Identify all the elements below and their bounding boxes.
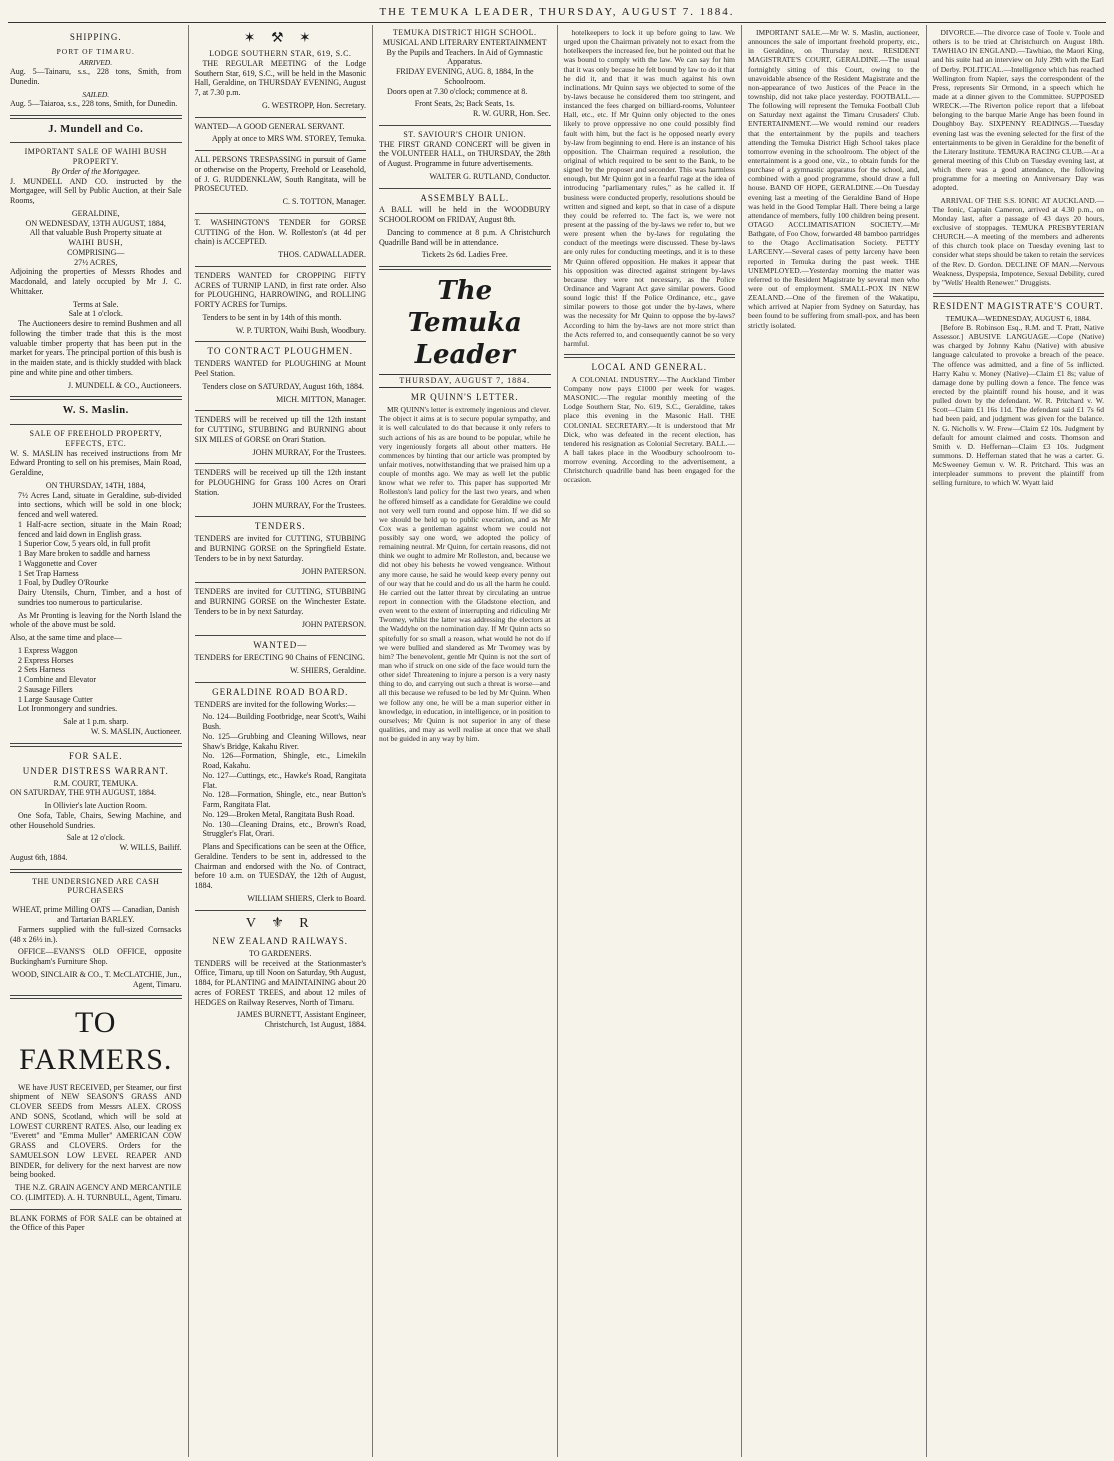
- railways-heading: NEW ZEALAND RAILWAYS.: [212, 935, 349, 946]
- distress-date: ON SATURDAY, THE 9TH AUGUST, 1884.: [10, 788, 156, 798]
- article-title: MR QUINN'S LETTER.: [410, 392, 519, 403]
- plough-note: Tenders close on SATURDAY, August 16th, 1884.: [202, 381, 364, 391]
- court-sub: TEMUKA—WEDNESDAY, AUGUST 6, 1884.: [945, 313, 1091, 323]
- divider: [195, 117, 367, 118]
- springfield-sign: JOHN PATERSON.: [301, 566, 366, 576]
- waihi-by-order: By Order of the Mortgagee.: [51, 166, 141, 176]
- divider: [195, 582, 367, 583]
- winchester-sign: JOHN PATERSON.: [301, 619, 366, 629]
- list-item: No. 128—Formation, Shingle, etc., near Button's Farm, Rangitata Flat.: [202, 790, 366, 810]
- divider: [195, 635, 367, 636]
- masthead-date: THURSDAY, AUGUST 7, 1884.: [379, 374, 551, 388]
- columns: [4, 25, 1110, 1457]
- fencing-sign: W. SHIERS, Geraldine.: [290, 665, 366, 675]
- list-item: 2 Sausage Fillers: [18, 684, 73, 694]
- list-item: 1 Half-acre section, situate in the Main Road; fenced and laid down in English grass.: [18, 519, 182, 539]
- school-body: MUSICAL AND LITERARY ENTERTAINMENT By the Pupils and Teachers. In Aid of Gymnastic Apparatus.: [382, 37, 547, 67]
- divider: [195, 213, 367, 214]
- cropping-sign: W. P. TURTON, Waihi Bush, Woodbury.: [235, 325, 366, 335]
- list-item: 2 Express Horses: [18, 655, 74, 665]
- masthead: The Temuka Leader: [407, 276, 522, 370]
- page-header: THE TEMUKA LEADER, THURSDAY, AUGUST 7. 1884.: [379, 6, 735, 18]
- divider: [195, 150, 367, 151]
- maslin-time: Sale at 1 p.m. sharp.: [63, 717, 129, 727]
- distress-court: R.M. COURT, TEMUKA.: [53, 778, 139, 788]
- servant-title: WANTED—A GOOD GENERAL SERVANT.: [194, 121, 345, 131]
- divider: [195, 410, 367, 411]
- waihi-sign: J. MUNDELL & CO., Auctioneers.: [68, 380, 182, 390]
- divider: [379, 125, 551, 126]
- board-note: Plans and Specifications can be seen at the Office, Geraldine. Tenders to be sent in, addressed to the Chairman and endorsed with the No. of Contract, before 10 a.m. on TUESDAY, the 12th of August, 1884.: [194, 842, 366, 891]
- board-body: TENDERS are invited for the following Works:—: [194, 699, 356, 709]
- divider: [10, 743, 182, 747]
- school-sign: R. W. GURR, Hon. Sec.: [472, 109, 551, 118]
- divider: [10, 424, 182, 425]
- choir-body: THE FIRST GRAND CONCERT will be given in the VOLUNTEER HALL, on THURSDAY, the 28th of August. Programme in future advertisements.: [379, 139, 551, 168]
- cropping-note: Tenders to be sent in by 14th of this month.: [202, 312, 342, 322]
- list-item: 1 Express Waggon: [18, 645, 78, 655]
- divider: [195, 266, 367, 267]
- ball-body: A BALL will be held in the WOODBURY SCHOOLROOM on FRIDAY, August 8th.: [379, 205, 551, 225]
- shipping-heading: SHIPPING.: [69, 32, 122, 42]
- divider: [10, 1209, 182, 1210]
- list-item: No. 130—Cleaning Drains, etc., Brown's Road, Struggler's Flat, Orari.: [202, 819, 366, 839]
- local-text-end: DIVORCE.—The divorce case of Toole v. Toole and others is to be tried at Christchurch on August 18th. TAWHIAO IN ENGLAND.—Tawhiao, the Maori King, and his suite had an interview on July 29th with the Earl of Derby. POLITICAL.—Intelligence which has reached Wellington from Napier, says the correspondent of the Press, represents Sir Ormond, in a speech which he made at a dinner given to the Committee. SUPPOSED WRECK.—The Riverton police report that a lifeboat belonging to the barque Marie Ange has been found in Doughboy Bay. SIXPENNY READINGS.—Tuesday evening last was the evening selected for the first of the entertainments to be given in Geraldine for the benefit of the Literary Institute. TEMUKA RACING CLUB.—At a general meeting of this Club on Tuesday evening last, at which there was a good attendance, the following programme for a meeting on Anniversary Day was adopted.: [932, 28, 1105, 193]
- list-item: No. 129—Broken Metal, Rangitata Bush Road.: [202, 809, 355, 819]
- list-item: 1 Bay Mare broken to saddle and harness: [18, 549, 151, 559]
- list-item: Lot Ironmongery and sundries.: [18, 704, 118, 714]
- waihi-title: IMPORTANT SALE OF WAIHI BUSH PROPERTY.: [24, 147, 167, 167]
- choir-title: ST. SAVIOUR'S CHOIR UNION.: [403, 129, 527, 139]
- sailed-label: SAILED.: [82, 89, 110, 99]
- plough-heading: TO CONTRACT PLOUGHMEN.: [207, 346, 353, 357]
- list-item: 1 Superior Cow, 5 years old, in full profit: [18, 539, 151, 549]
- waihi-body: J. MUNDELL AND CO. instructed by the Mortgagee, will Sell by Public Auction, at their Sale Rooms,: [10, 176, 182, 206]
- divider: [379, 266, 551, 270]
- farmers-sign: THE N.Z. GRAIN AGENCY AND MERCANTILE CO. (LIMITED). A. H. TURNBULL, Agent, Timaru.: [10, 1183, 182, 1202]
- divider: [379, 188, 551, 189]
- arrival-text: ARRIVAL OF THE S.S. IONIC AT AUCKLAND.—The Ionic, Captain Cameron, arrived at 4.30 p.m., on Monday last, after a passage of 43 days 20 hours, exclusive of stoppages. TEMUKA PRESBYTERIAN CHURCH.—A meeting of the members and adherents of this church took place on Tuesday evening last to consider what steps should be taken to retain the services of the Rev. D. Gordon. DECLINE OF MAN.—Nervous Weakness, Dyspepsia, Impotence, Sexual Debility, cured by "Wells' Health Renewer." Druggists.: [932, 195, 1104, 287]
- local-text-continued: IMPORTANT SALE.—Mr W. S. Maslin, auctioneer, announces the sale of important freehold property, etc., in Geraldine, on Thursday next. RESIDENT MAGISTRATE'S COURT, GERALDINE.—The usual fortnightly sitting of this Court, owing to the unavoidable absence of the Resident Magistrate and the non-appearance of two Justices of the Peace in the township, did not take place yesterday. FOOTBALL.—The following will represent the Temuka Football Club on Saturday next against the Timaru Crusaders' Club. ENTERTAINMENT.—We would remind our readers that the entertainment by the pupils and teachers attending the Temuka District High School takes place tomorrow evening in the schoolroom. The object of the entertainment is a good one, viz., to obtain funds for the purchase of a gymnastic apparatus for the school, and, combined with a good programme, should draw a full house. BAND OF HOPE, GERALDINE.—On Tuesday evening last a meeting of the Geraldine Band of Hope was held in the Good Templar Hall. There being a large attendance of members, fully 100 children being present. OTAGO ACCLIMATISATION SOCIETY.—Mr Bathgate, of Foo Chow, forwarded 48 bamboo partridges to the Otago Acclimatisation Society. PETTY LARCENY.—Several cases of petty larceny have been reported in Temuka during the past week. THE UNEMPLOYED.—Yesterday morning the matter was referred to the Resident Magistrate by several men who were out of employment. SMALL-POX IN NEW ZEALAND.—One of the firemen of the Wakatipu, which arrived at Napier from Sydney on Saturday, has been found to be suffering from small-pox, and has been strictly isolated.: [748, 28, 920, 330]
- court-heading: RESIDENT MAGISTRATE'S COURT.: [932, 300, 1104, 311]
- divider: [195, 516, 367, 517]
- cash-of: OF: [90, 896, 101, 906]
- waihi-desc: All that valuable Bush Property situate at: [29, 228, 162, 238]
- lodge-sign: G. WESTROPP, Hon. Secretary.: [262, 100, 366, 110]
- gorse-sign: THOS. CADWALLADER.: [278, 250, 366, 260]
- divider: [10, 142, 182, 143]
- masonic-emblem-icon: ✶ ⚒ ✶: [243, 31, 317, 46]
- divider: [933, 293, 1105, 297]
- cash-sign: WOOD, SINCLAIR & CO., T. McCLATCHIE, Jun., Agent, Timaru.: [11, 969, 182, 989]
- column-4: [558, 25, 743, 1457]
- arrived-line: Aug. 5—Tainaru, s.s., 228 tons, Smith, from Dunedin.: [10, 67, 182, 86]
- servant-body: Apply at once to MRS WM. STOREY, Temuka.: [212, 134, 366, 144]
- list-item: No. 126—Formation, Shingle, etc., Limekiln Road, Kakahu.: [202, 751, 366, 771]
- board-sign: WILLIAM SHIERS, Clerk to Board.: [247, 893, 366, 903]
- waihi-adjoining: Adjoining the properties of Messrs Rhodes and Macdonald, and lately occupied by Mr J. C. Whittaker.: [10, 267, 182, 296]
- divider: [195, 341, 367, 342]
- school-date: FRIDAY EVENING, AUG. 8, 1884, In the Schoolroom.: [395, 67, 534, 86]
- list-item: 1 Combine and Elevator: [18, 675, 96, 685]
- distress-sign: W. WILLS, Bailiff.: [119, 843, 182, 853]
- grass-body: TENDERS will be received up till the 12th instant for PLOUGHING for Grass 100 Acres on Orari Station.: [194, 468, 366, 497]
- waihi-acres: 27½ ACRES,: [74, 257, 118, 267]
- school-doors: Doors open at 7.30 o'clock; commence at 8.: [387, 86, 528, 96]
- plough-sign: MICH. MITTON, Manager.: [276, 394, 366, 404]
- column-3: [373, 25, 558, 1457]
- waihi-comprising: COMPRISING—: [67, 247, 125, 257]
- grass-sign: JOHN MURRAY, For the Trustees.: [252, 500, 366, 510]
- waihi-time: Sale at 1 o'clock.: [68, 309, 123, 319]
- list-item: 2 Sets Harness: [18, 665, 66, 675]
- divider: [10, 995, 182, 999]
- distress-title: UNDER DISTRESS WARRANT.: [22, 765, 169, 776]
- lodge-body: THE REGULAR MEETING of the Lodge Southern Star, 619, S.C., will be held in the Masonic Hall, Geraldine, on THURSDAY EVENING, August 7, at 7.30 p.m.: [194, 58, 366, 98]
- school-title: TEMUKA DISTRICT HIGH SCHOOL.: [392, 28, 537, 37]
- arrived-label: ARRIVED.: [79, 58, 113, 68]
- column-1: [4, 25, 189, 1457]
- list-item: No. 127—Cuttings, etc., Hawke's Road, Rangitata Flat.: [202, 770, 366, 790]
- list-item: 1 Foal, by Dudley O'Rourke: [18, 578, 109, 588]
- waihi-note: The Auctioneers desire to remind Bushmen and all following the timber trade that this is the most valuable timber property that has been put in the market for years. The principal portion of this bush is in the maiden state, and is thickly studded with black pine and white pine and other timbers.: [10, 319, 182, 377]
- local-text: A COLONIAL INDUSTRY.—The Auckland Timber Company now pays £1000 per week for wages. MASONIC.—The regular monthly meeting of the Lodge Southern Star, No. 619, S.C., Geraldine, takes place this evening in the Masonic Hall. THE COLONIAL SECRETARY.—It is understood that Mr Dick, who was defeated in the recent election, has tendered his resignation as Colonial Secretary. BALL.—A ball takes place in the Woodbury schoolroom to-morrow evening. According to the advertisement, a Christchurch quadrille band has been engaged for the occasion.: [563, 374, 735, 485]
- ball-note: Dancing to commence at 8 p.m. A Christchurch Quadrille Band will be in attendance.: [379, 227, 551, 247]
- waihi-name: WAIHI BUSH,: [68, 238, 123, 248]
- school-prices: Front Seats, 2s; Back Seats, 1s.: [414, 99, 515, 109]
- divider: [10, 115, 182, 119]
- column-5: [742, 25, 927, 1457]
- divider: [195, 910, 367, 911]
- column-6: [927, 25, 1111, 1457]
- divider: [10, 869, 182, 873]
- winchester-body: TENDERS are invited for CUTTING, STUBBING and BURNING GORSE on the Winchester Estate. Tenders to be in by next Saturday.: [194, 587, 366, 616]
- trespass-sign: C. S. TOTTON, Manager.: [282, 197, 366, 207]
- railways-body: TENDERS will be received at the Stationmaster's Office, Timaru, up till Noon on Saturday, 9th August, 1884, for PLANTING and MAINTAINING about 20 acres of FOREST TREES, and about 12 miles of HEDGES on Railway Reserves, North of Timaru.: [194, 958, 366, 1007]
- distress-time: Sale at 12 o'clock.: [66, 833, 125, 843]
- blank-forms-notice: BLANK FORMS of FOR SALE can be obtained at the Office of this Paper: [10, 1213, 182, 1233]
- waihi-date: ON WEDNESDAY, 13TH AUGUST, 1884,: [25, 218, 166, 228]
- cutting-sign: JOHN MURRAY, For the Trustees.: [252, 447, 366, 457]
- maslin-also: Also, at the same time and place—: [10, 633, 122, 643]
- maslin-title: SALE OF FREEHOLD PROPERTY, EFFECTS, ETC.: [29, 429, 162, 448]
- divider: [195, 682, 367, 683]
- maslin-items: [18, 491, 182, 608]
- divider: [195, 463, 367, 464]
- divider: [10, 396, 182, 400]
- distress-place: In Ollivier's late Auction Room.: [44, 801, 148, 811]
- list-item: No. 125—Grubbing and Cleaning Willows, near Shaw's Bridge, Kakahu River.: [202, 731, 366, 751]
- list-item: 1 Set Trap Harness: [18, 568, 79, 578]
- fencing-heading: WANTED—: [253, 640, 308, 651]
- board-contracts: [203, 712, 367, 839]
- gorse-body: T. WASHINGTON'S TENDER for GORSE CUTTING of the Hon. W. Rolleston's (at 4d per chain) is ACCEPTED.: [194, 217, 366, 247]
- plough-body: TENDERS WANTED for PLOUGHING at Mount Peel Station.: [194, 359, 366, 379]
- mundell-heading: J. Mundell and Co.: [48, 123, 144, 135]
- tenders-heading: TENDERS.: [254, 521, 306, 532]
- cutting-body: TENDERS will be received up till the 12th instant for CUTTING, STUBBING and BURNING about SIX MILES of GORSE on Orari Station.: [194, 415, 366, 444]
- distress-heading: FOR SALE.: [68, 750, 123, 761]
- article-text: MR QUINN's letter is extremely ingenious and clever. The object it aims at is to secure popular sympathy, and it is well calculated to do that because it only refers to such actions of his as are bound to be popular, while he very ingeniously forgets all about other matters. He commences by hinting that our article was prompted by unfair motives, notwithstanding that we praised him up a couple of months ago. We may as well let the public know what we refer to. This paper has supported Mr Rolleston's land policy for the last two years, and when he offered himself as a candidate for Geraldine we could not very well turn round and oppose him. If we did so we should be held up to public execration, and as Mr Cox was a gentleman against whom we could not possibly say one word, we adopted the policy of remaining neutral. Mr Quinn, for certain reasons, did not think we ought to admire Mr Rolleston, and, because we did not obey his behests he vowed vengeance. Without any more cause, he said he would keep every penny out of our way that he could and do us all the harm he could. He carried out the latter threat by circulating an untrue report in connection with the Gladstone election, and even went to the extent of interrupting and ridiculing Mr Twomey, whilst the latter was addressing the electors at the Waddyhe on the nomination day. If Mr Quinn acts so spitefully for so small a reason, what would he not do if we were bullied and slandered as Mr Twomey was by him? The benevolent, gentle Mr Quinn is not the sort of man who if struck on one side of the face would turn the other side! Threatening to injure a person is a very nasty thing to do, and carrying out such a threat is worse—and all this because we refused to be led by Mr Quinn. When we follow any one, he will be a man superior either in knowledge, in education, in intelligence, or in position to ourselves; Mr Quinn is not superior in any of these qualities, and may as well realise at once that we shall not be guided in any way by him.: [379, 405, 551, 744]
- cropping-body: TENDERS WANTED for CROPPING FIFTY ACRES of TURNIP LAND, in first rate order. Also for PLOUGHING, HARROWING, and ROLLING FORTY ACRES for Turnips.: [194, 270, 366, 310]
- maslin-body: W. S. MASLIN has received instructions from Mr Edward Pronting to sell on his premises, Main Road, Geraldine,: [10, 448, 182, 478]
- board-heading: GERALDINE ROAD BOARD.: [212, 686, 349, 697]
- maslin-sign: W. S. MASLIN, Auctioneer.: [90, 726, 182, 736]
- fencing-body: TENDERS for ERECTING 90 Chains of FENCING.: [194, 653, 365, 663]
- maslin-leaving: As Mr Pronting is leaving for the North Island the whole of the above must be sold.: [10, 610, 182, 630]
- maslin-date: ON THURSDAY, 14TH, 1884,: [45, 480, 146, 490]
- distress-items: One Sofa, Table, Chairs, Sewing Machine, and other Household Sundries.: [10, 810, 182, 830]
- header-rule: [8, 22, 1106, 23]
- ball-tickets: Tickets 2s 6d. Ladies Free.: [421, 250, 508, 260]
- railways-sub: TO GARDENERS.: [248, 948, 312, 958]
- article-continued: hotelkeepers to lock it up before going to law. We urged upon the Chairman privately not to exact from the hotelkeepers the increased fee, but he pointed out that he was bound to comply with the law. We can say for him that it was only because he felt bound by law to do it that he did it, and that it was much against his own inclinations. Mr Quinn says we objected to some of the by-laws because he considered them too stringent, and instanced the fees charged on billiard-rooms, Volunteer Hall, etc., etc. If Mr Quinn only objected to the ones likely to prove oppressive no one could possibly find fault with him, but the fact is he opposed nearly every by-law from beginning to end. Here is an instance of his opposition. The Chairman required a resolution, the original of which required to be sent to the Bank, to be signed by the proposer and seconder. This was harmless enough, but Mr Quinn got in a fearful rage at the idea of introducing "parliamentary rules," as he called it. If business were conducted properly, resolutions should be written and signed and kept, so that in case of a dispute they could be referred to. The fact is, we were not present at the passing of the by-laws we refer to, but we were present when the by-laws for regulating the conduct of the meetings were discussed. These by-laws are only rules for conducting meetings, and it is to these Mr Quinn offered opposition. He makes it appear that his opposition was directed against stringent by-laws because they were not necessary, as the Police Ordinance and Vagrant Act gave similar powers. Good sound logic this! If the Police Ordinance, etc., gave similar powers to those got under the by-laws, where was the necessity for Mr Quinn to oppose the by-laws? According to him the by-laws are not more strict than the Acts referred to, and consequently cannot be so very harmful.: [563, 28, 735, 348]
- choir-sign: WALTER G. RUTLAND, Conductor.: [429, 171, 551, 181]
- list-item: 1 Large Sausage Cutter: [18, 694, 93, 704]
- list-item: No. 124—Building Footbridge, near Scott's, Waihi Bush.: [202, 712, 366, 732]
- list-item: Dairy Utensils, Churn, Timber, and a host of sundries too numerous to particularise.: [18, 588, 182, 607]
- farmers-body: WE have JUST RECEIVED, per Steamer, our first shipment of NEW SEASON'S GRASS AND CLOVER SEEDS from Messrs ALEX. CROSS AND SONS, Scotland, which will be sold at LOWEST CURRENT RATES. Also, our leading ex "Everett" and "Emma Muller" AMERICAN COW GRASS and CLOVERS. Orders for the SAMUELSON LOW LEVEL REAPER AND BINDER, for delivery for the next harvest are now being booked.: [10, 1082, 182, 1180]
- port-heading: PORT OF TIMARU.: [56, 46, 135, 56]
- court-text: [Before B. Robinson Esq., R.M. and T. Pratt, Native Assessor.] ABUSIVE LANGUAGE.—Cope (Native) was charged by Johnny Kahu (Native) with abusive language calculated to provoke a breach of the peace. The offence was admitted, and a fine of 5s inflicted. Harry Kahu v. Money (Native)—Claim £1 8s; value of damage done by pulling down a fence. The fence was erected by the plaintiff round his house, and it was pulled down by the defendant. W. R. Pritchard v. W. Scott—Claim £1 16s 11d. The defendant said £1 7s 6d had been paid, and judgment was given for the balance. N. G. Nicholls v. W. Frew—Claim £2 10s. Judgment by default for amount claimed and costs. Thomson and Smith v. D. Heffernan—Claim £3 10s. Judgment summons. D. Heffernan stated that he was a carter. G. McSweeney Gemun v. W. R. Pritchard. This was an interpleader summons to prevent the plaintiff from selling furniture, to which W. Wyatt laid: [932, 323, 1104, 488]
- farmers-title: TO FARMERS.: [19, 1006, 173, 1076]
- cash-office: OFFICE—EVANS'S OLD OFFICE, opposite Buckingham's Furniture Shop.: [10, 947, 182, 967]
- waihi-place: GERALDINE,: [71, 208, 120, 218]
- divider: [564, 354, 736, 358]
- trespass-body: ALL PERSONS TRESPASSING in pursuit of Game or otherwise on the Property, Freehold or Leasehold, of J. G. RUDDENKLAW, South Rangitata, will be PROSECUTED.: [194, 155, 366, 194]
- list-item: 1 Waggonette and Cover: [18, 558, 97, 568]
- cash-title: THE UNDERSIGNED ARE CASH PURCHASERS: [32, 876, 160, 896]
- maslin-items-2: [18, 646, 182, 714]
- railways-sign: JAMES BURNETT, Assistant Engineer, Christchurch, 1st August, 1884.: [236, 1010, 366, 1029]
- springfield-body: TENDERS are invited for CUTTING, STUBBING and BURNING GORSE on the Springfield Estate. Tenders to be in by next Saturday.: [194, 534, 366, 563]
- column-2: [189, 25, 374, 1457]
- cash-body: Farmers supplied with the full-sized Cornsacks (48 x 26½ in.).: [10, 924, 182, 944]
- distress-dated: August 6th, 1884.: [10, 852, 68, 862]
- list-item: 7½ Acres Land, situate in Geraldine, sub-divided into sections, which will be sold in one block; fenced and well watered.: [18, 490, 182, 520]
- local-heading: LOCAL AND GENERAL.: [591, 361, 707, 372]
- sailed-line: Aug. 5—Taiaroa, s.s., 228 tons, Smith, for Dunedin.: [10, 98, 178, 108]
- maslin-heading: W. S. Maslin.: [62, 405, 129, 417]
- waihi-terms: Terms at Sale.: [73, 299, 119, 309]
- crest-icon: V ⚜ R: [245, 915, 315, 931]
- lodge-title: LODGE SOUTHERN STAR, 619, S.C.: [209, 49, 352, 59]
- ball-title: ASSEMBLY BALL.: [420, 192, 510, 203]
- cash-items: WHEAT, prime Milling OATS — Canadian, Danish and Tartarian BARLEY.: [12, 905, 180, 925]
